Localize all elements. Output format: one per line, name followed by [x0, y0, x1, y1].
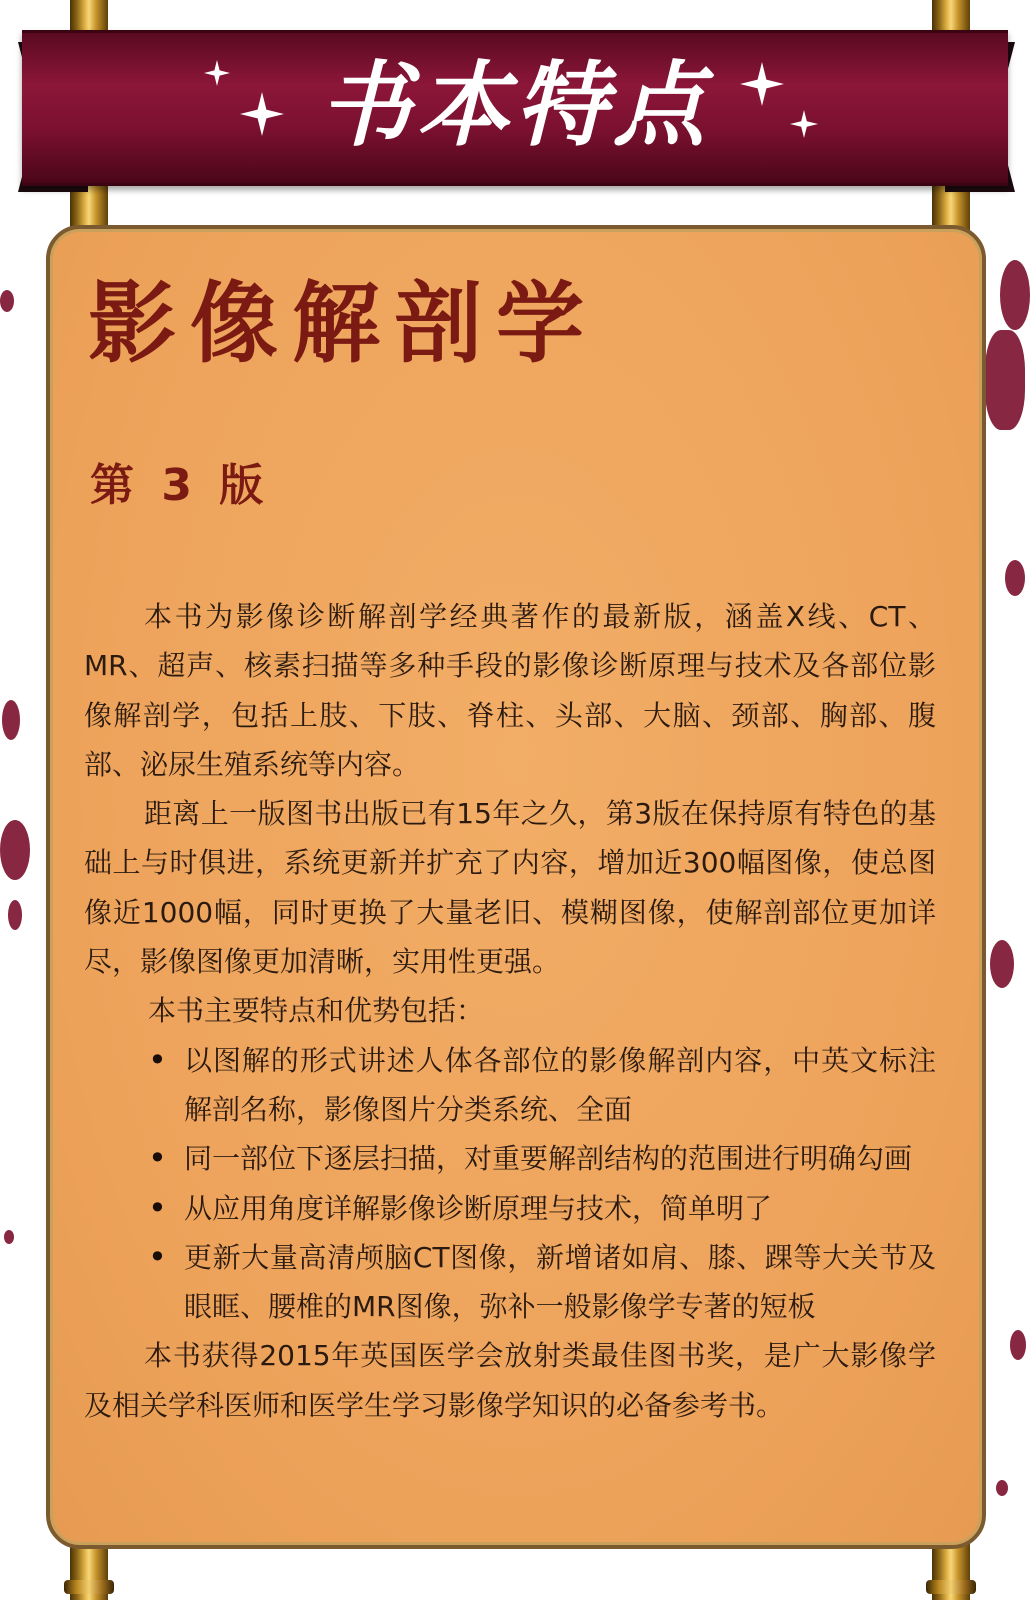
ink-splatter [1010, 1330, 1026, 1360]
ink-splatter [0, 290, 14, 312]
feature-item: • 更新大量高清颅脑CT图像，新增诸如肩、膝、踝等大关节及眼眶、腰椎的MR图像，弥补一般影像学专著的短板 [84, 1233, 936, 1332]
feature-item: • 同一部位下逐层扫描，对重要解剖结构的范围进行明确勾画 [84, 1134, 936, 1183]
feature-item: • 以图解的形式讲述人体各部位的影像解剖内容，中英文标注解剖名称，影像图片分类系统、全面 [84, 1036, 936, 1135]
ink-splatter [996, 1480, 1008, 1496]
ink-splatter [8, 900, 22, 930]
ink-splatter [1005, 560, 1025, 596]
ink-splatter [985, 330, 1025, 430]
book-edition: 第 3 版 [90, 460, 270, 511]
description-paragraph: 本书获得2015年英国医学会放射类最佳图书奖，是广大影像学及相关学科医师和医学生学习影像学知识的必备参考书。 [84, 1339, 936, 1422]
ink-splatter [990, 940, 1014, 988]
features-intro: 本书主要特点和优势包括： [148, 994, 485, 1028]
feature-item: • 从应用角度详解影像诊断原理与技术，简单明了 [84, 1184, 936, 1233]
ink-splatter [2, 700, 20, 740]
title-ribbon [22, 30, 1008, 186]
features-list [84, 1036, 936, 1332]
description-body [84, 592, 936, 1430]
ink-splatter [0, 820, 30, 880]
ink-splatter [4, 1230, 14, 1244]
ink-splatter [1000, 260, 1030, 330]
description-paragraph: 距离上一版图书出版已有15年之久，第3版在保持原有特色的基础上与时俱进，系统更新并扩充了内容，增加近300幅图像，使总图像近1000幅，同时更换了大量老旧、模糊图像，使解剖部位更加详尽，影像图像更加清晰，实用性更强。 [84, 797, 936, 979]
description-paragraph: 本书为影像诊断解剖学经典著作的最新版，涵盖X线、CT、MR、超声、核素扫描等多种手段的影像诊断原理与技术及各部位影像解剖学，包括上肢、下肢、脊柱、头部、大脑、颈部、胸部、腹部、泌尿生殖系统等内容。 [84, 600, 936, 781]
rod-cap [926, 1580, 976, 1594]
rod-cap [64, 1580, 114, 1594]
book-title: 影像解剖学 [88, 271, 599, 375]
banner-title: 书本特点 [318, 52, 711, 159]
